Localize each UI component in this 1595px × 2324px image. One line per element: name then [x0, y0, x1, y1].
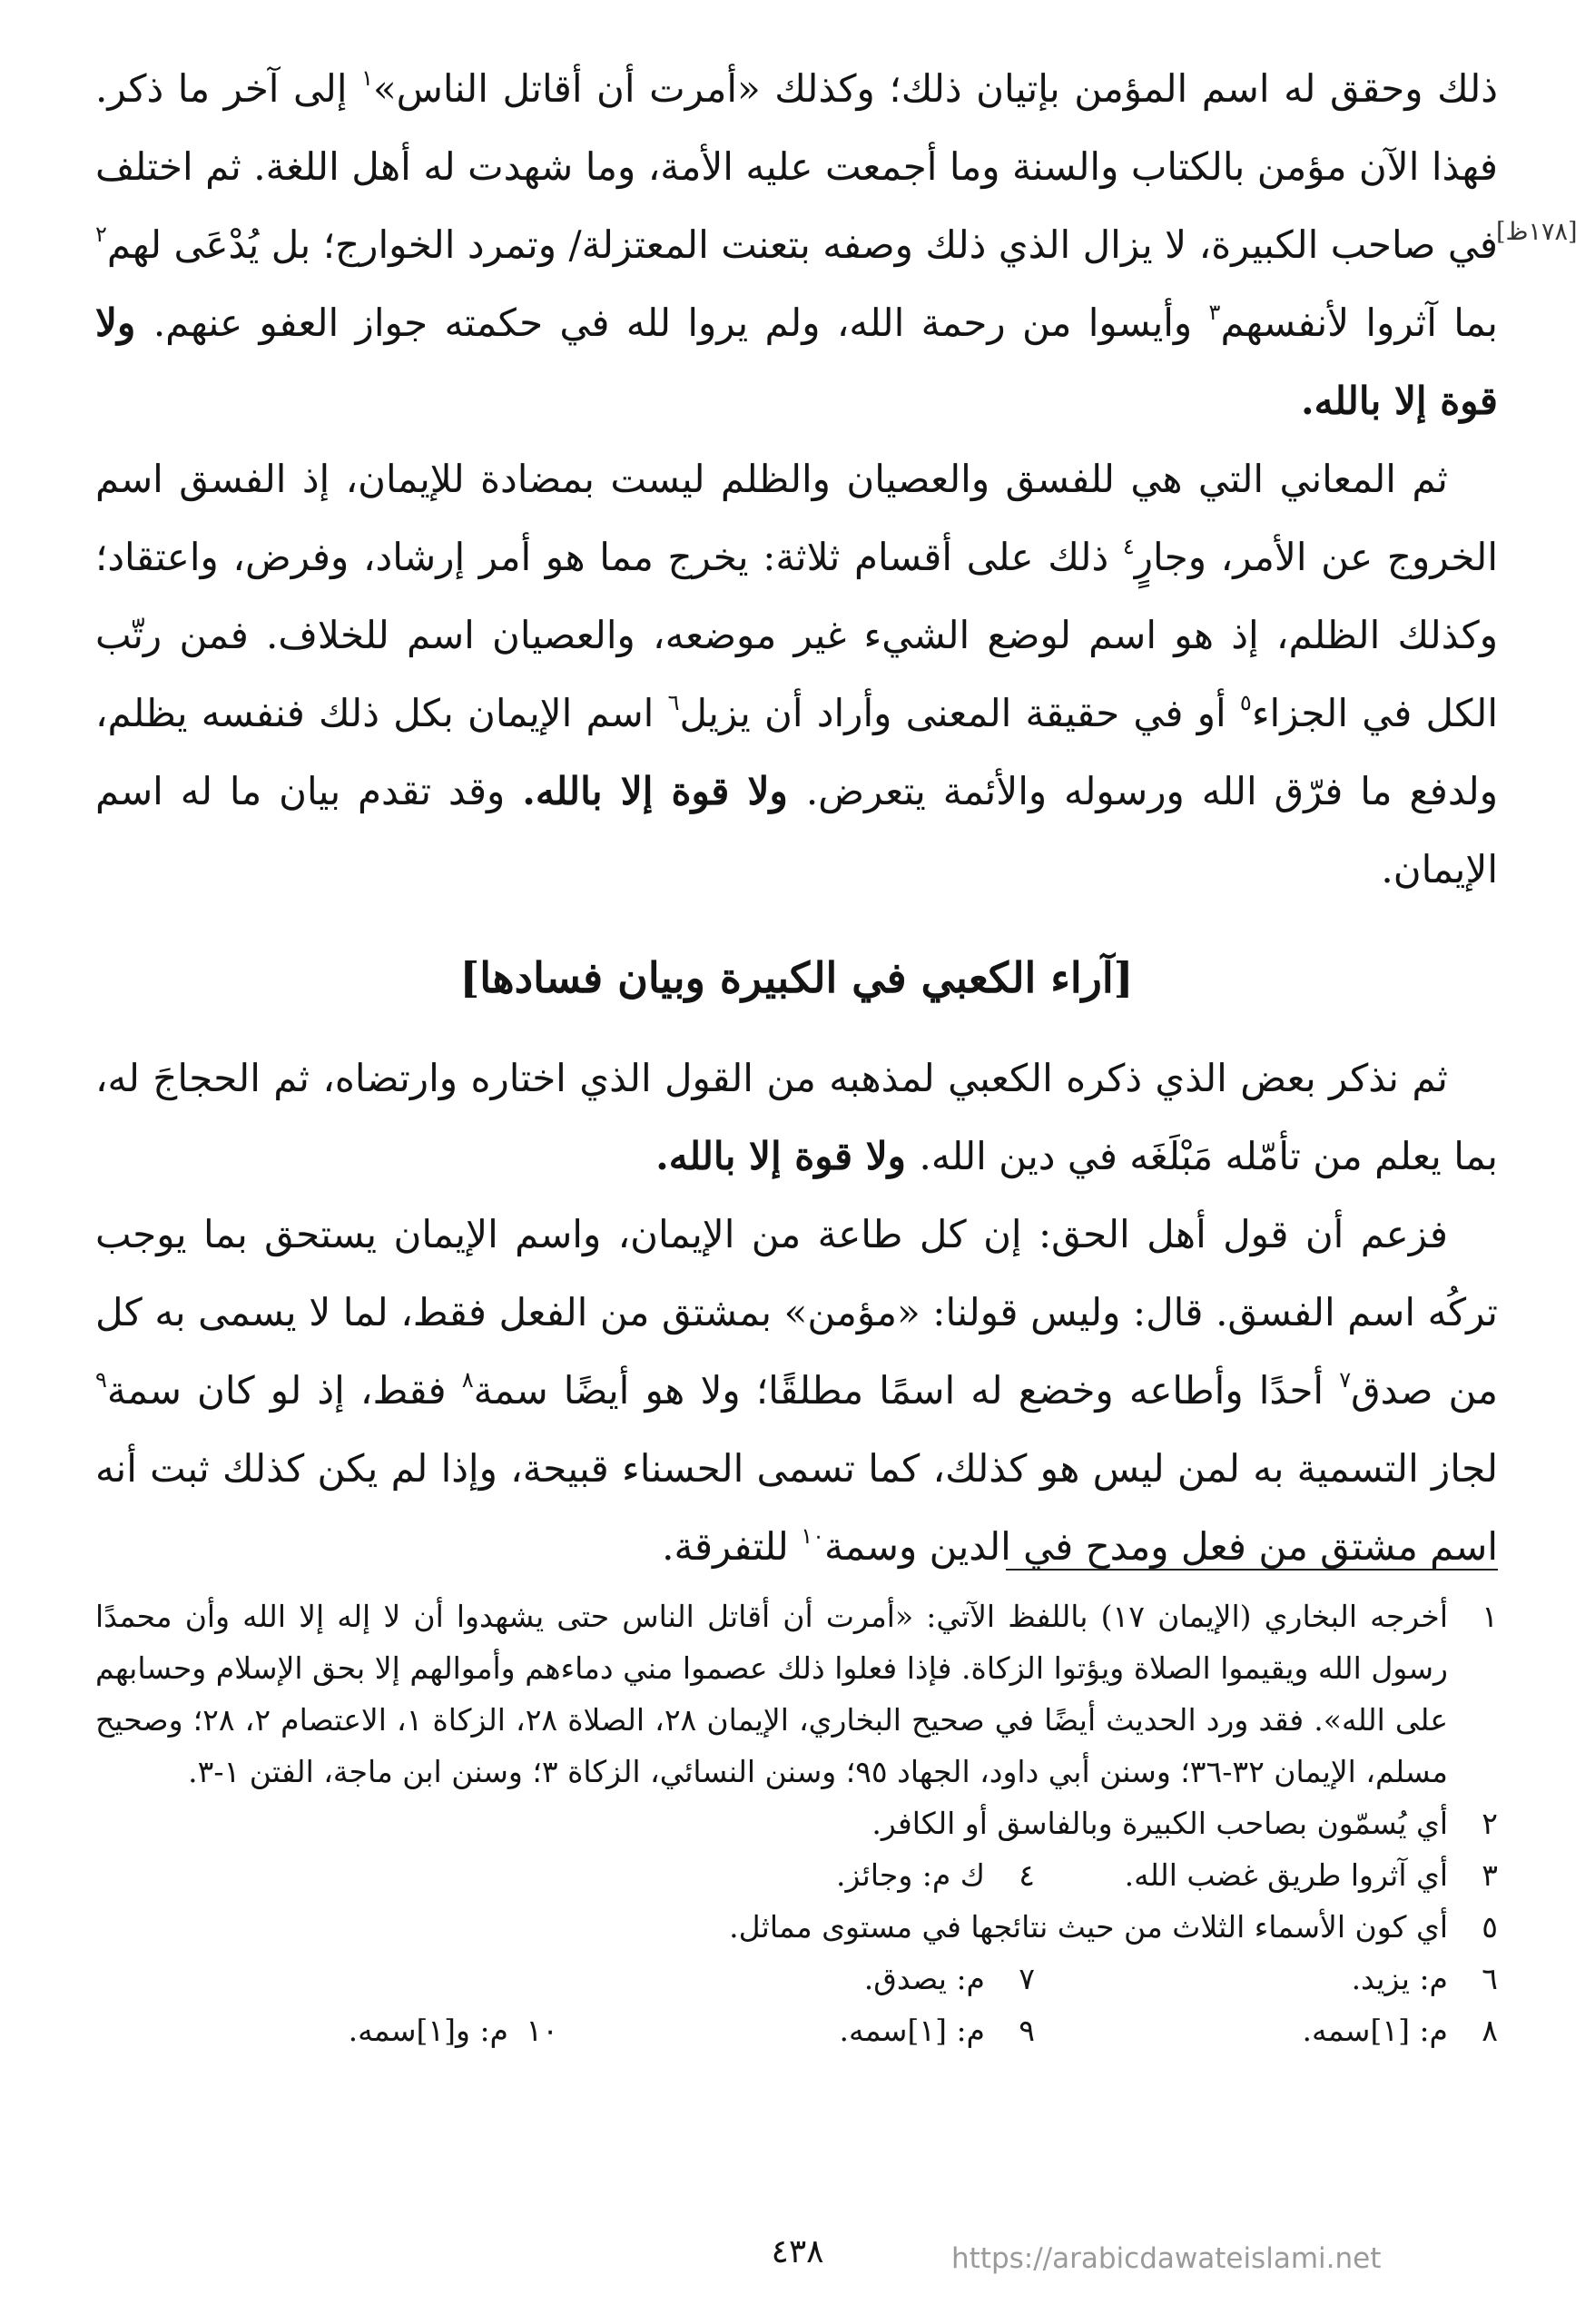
footnote-row-6-7 — [95, 1953, 1498, 2004]
section-heading: [آراء الكعبي في الكبيرة وبيان فسادها] — [459, 953, 1134, 1002]
footnote-9 — [558, 2004, 1035, 2056]
footnote-number: ١ — [1482, 1599, 1498, 1634]
footnote-text: م: [١]سمه. — [1302, 2013, 1448, 2048]
page-number: ٤٣٨ — [771, 2233, 824, 2270]
text-span: اسم الإيمان بكل ذلك فنفسه يظلم، ولدفع ما فرّق الله ورسوله والأئمة يتعرض. — [95, 691, 1499, 813]
footnote-text: أي كون الأسماء الثلاث من حيث نتائجها في مستوى مماثل. — [729, 1909, 1448, 1945]
text-span: إلى آخر ما ذكر. فهذا الآن مؤمن بالكتاب والسنة وما أجمعت عليه الأمة، وما شهدت له أهل اللغة. ثم اختلف في صاحب الكبيرة، لا يزال الذي ذلك وصفه بتعنت المعتزلة/ وتمرد الخوارج؛ بل يُدْعَى لهم — [95, 66, 1498, 267]
footnote-number: ٢ — [1482, 1806, 1498, 1841]
footnote-ref[interactable]: ٣ — [1208, 300, 1221, 325]
text-span: ثم نذكر بعض الذي ذكره الكعبي لمذهبه من القول الذي اختاره وارتضاه، ثم الحجاجَ له، بما يعلم من تأمّله مَبْلَغَه في دين الله. — [95, 1056, 1498, 1178]
footnote-divider — [1006, 1569, 1498, 1571]
text-span: أحدًا وأطاعه وخضع له اسمًا مطلقًا؛ ولا هو أيضًا سمة — [473, 1368, 1340, 1413]
text-span: ذلك على أقسام ثلاثة: يخرج مما هو أمر إرشاد، وفرض، واعتقاد؛ وكذلك الظلم، إذ هو اسم لوضع الشيء غير موضعه، والعصيان اسم للخلاف. فمن رتّب الكل في الجزاء — [95, 535, 1498, 735]
footnote-row-3-4 — [95, 1849, 1498, 1901]
footnote-10 — [349, 2004, 558, 2056]
text-span: فزعم أن قول أهل الحق: إن كل طاعة من الإيمان، واسم الإيمان يستحق بما يوجب تركُه اسم الفسق. قال: وليس قولنا: «مؤمن» بمشتق من الفعل فقط، لما لا يسمى به كل من صدق — [95, 1212, 1498, 1413]
paragraph-4 — [95, 1196, 1498, 1586]
text-span: بما آثروا لأنفسهم — [1220, 300, 1498, 345]
footnote-ref[interactable]: ٧ — [1339, 1367, 1352, 1393]
paragraph-1 — [95, 50, 1498, 440]
text-span: لجاز التسمية به لمن ليس هو كذلك، كما تسمى الحسناء قبيحة، وإذا لم يكن كذلك ثبت أنه اسم مشتق من فعل ومدح في الدين وسمة — [95, 1446, 1498, 1569]
footnote-number: ٥ — [1482, 1909, 1498, 1945]
footnote-text: م: [١]سمه. — [839, 2013, 985, 2048]
footnote-ref[interactable]: ٨ — [461, 1367, 474, 1393]
footnote-text: م: و[١]سمه. — [348, 2013, 508, 2048]
footnote-ref[interactable]: ٥ — [1239, 690, 1252, 715]
bold-phrase: ولا قوة إلا بالله. — [655, 1134, 920, 1178]
footnote-ref[interactable]: ١٠ — [801, 1523, 824, 1549]
paragraph-2 — [95, 440, 1498, 909]
text-span: ثم المعاني التي هي للفسق والعصيان والظلم ليست بمضادة للإيمان، إذ الفسق اسم الخروج عن الأمر، وجارٍ — [95, 457, 1498, 579]
footnote-text: م: يصدق. — [863, 1961, 985, 1996]
footnotes — [95, 1590, 1498, 2056]
text-span: للتفرقة. — [662, 1524, 802, 1569]
footnote-ref[interactable]: ٩ — [95, 1367, 107, 1393]
footnote-ref[interactable]: ٤ — [1122, 534, 1135, 559]
footnote-number: ٣ — [1482, 1857, 1498, 1893]
footnote-3 — [1035, 1849, 1498, 1901]
text-span: فقط، إذ لو كان سمة — [106, 1368, 462, 1413]
footnote-text: ك م: وجائز. — [835, 1857, 985, 1893]
footnote-number: ٩ — [1019, 2013, 1035, 2048]
footnote-text: أي يُسمّون بصاحب الكبيرة وبالفاسق أو الكافر. — [871, 1806, 1448, 1841]
footnote-8 — [1035, 2004, 1498, 2056]
footnote-6 — [1035, 1953, 1498, 2004]
footnote-2 — [95, 1797, 1498, 1849]
footnote-5 — [95, 1901, 1498, 1953]
bold-phrase: ولا قوة إلا بالله. — [522, 769, 806, 813]
bold-phrase: ولا قوة إلا بالله. — [95, 300, 1498, 423]
footnote-1 — [95, 1590, 1498, 1797]
main-text — [95, 50, 1498, 1586]
footnote-number: ٦ — [1482, 1961, 1498, 1996]
text-span: ذلك وحقق له اسم المؤمن بإتيان ذلك؛ وكذلك «أمرت أن أقاتل الناس» — [372, 66, 1498, 111]
footnote-7 — [864, 1953, 1035, 2004]
text-span: وقد تقدم بيان ما له اسم الإيمان. — [95, 769, 1498, 891]
text-span: أو في حقيقة المعنى وأراد أن يزيل — [679, 691, 1240, 735]
footnote-ref[interactable]: ١ — [361, 65, 373, 91]
footnote-text: م: يزيد. — [1351, 1961, 1448, 1996]
footnote-number: ٤ — [1019, 1857, 1035, 1893]
footnote-4 — [836, 1849, 1035, 1901]
text-span: وأيسوا من رحمة الله، ولم يروا لله في حكمته جواز العفو عنهم. — [153, 300, 1209, 345]
footnote-ref[interactable]: ٦ — [667, 690, 680, 715]
footnote-text: أخرجه البخاري (الإيمان ١٧) باللفظ الآتي: «أمرت أن أقاتل الناس حتى يشهدوا أن لا إله إلا الله وأن محمدًا رسول الله ويقيموا الصلاة ويؤتوا الزكاة. فإذا فعلوا ذلك عصموا مني دماءهم وأموالهم إلا بحق الإسلام وحسابهم على الله». فقد ورد الحديث أيضًا في صحيح البخاري، الإيمان ٢٨، الصلاة ٢٨، الزكاة ١، الاعتصام ٢، ٢٨؛ وصحيح مسلم، الإيمان ٣٢-٣٦؛ وسنن أبي داود، الجهاد ٩٥؛ وسنن النسائي، الزكاة ٣؛ وسنن ابن ماجة، الفتن ١-٣. — [95, 1599, 1449, 1789]
manuscript-folio-note: [١٧٨ظ] — [1496, 218, 1578, 246]
footnote-number: ٨ — [1482, 2013, 1498, 2048]
footnote-row-8-10 — [95, 2004, 1498, 2056]
watermark-url: https://arabicdawateislami.net — [951, 2242, 1382, 2275]
paragraph-3 — [95, 1039, 1498, 1196]
footnote-ref[interactable]: ٢ — [95, 222, 107, 247]
footnote-number: ٧ — [1019, 1961, 1035, 1996]
footnote-text: أي آثروا طريق غضب الله. — [1124, 1857, 1448, 1893]
footnote-number: ١٠ — [526, 2013, 558, 2048]
